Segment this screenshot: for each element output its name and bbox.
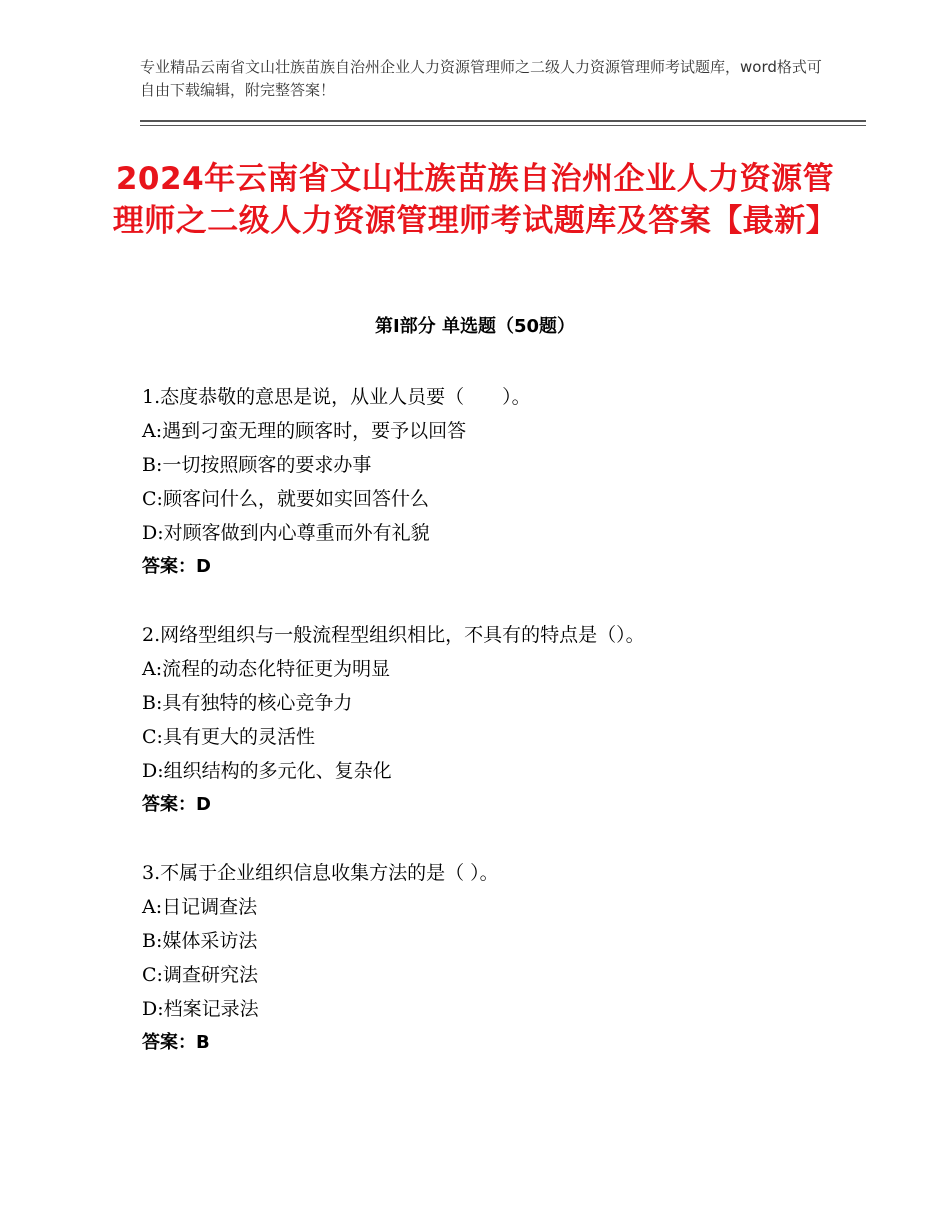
answer-label: 答案：B: [142, 1032, 210, 1053]
question-stem: 1.态度恭敬的意思是说，从业人员要（ ）。: [142, 386, 531, 408]
option-a: A:遇到刁蛮无理的顾客时，要予以回答: [142, 420, 467, 442]
question-stem: 2.网络型组织与一般流程型组织相比，不具有的特点是（）。: [142, 624, 645, 646]
question-1: [142, 380, 862, 584]
option-a: A:流程的动态化特征更为明显: [142, 658, 391, 680]
option-b: B:一切按照顾客的要求办事: [142, 454, 372, 476]
page-header-note: 专业精品云南省文山壮族苗族自治州企业人力资源管理师之二级人力资源管理师考试题库，word格式可自由下载编辑，附完整答案！: [140, 58, 822, 99]
section-title: 第Ⅰ部分 单选题（50题）: [374, 316, 575, 337]
option-b: B:媒体采访法: [142, 930, 258, 952]
answer-label: 答案：D: [142, 556, 211, 577]
option-c: C:调查研究法: [142, 964, 258, 986]
question-2: [142, 618, 862, 822]
document-title: 2024年云南省文山壮族苗族自治州企业人力资源管理师之二级人力资源管理师考试题库及答案【最新】: [112, 161, 838, 239]
question-stem: 3.不属于企业组织信息收集方法的是（ ）。: [142, 862, 499, 884]
header-divider-thin: [140, 125, 866, 126]
option-a: A:日记调查法: [142, 896, 258, 918]
question-list: [142, 380, 862, 1094]
option-c: C:顾客问什么，就要如实回答什么: [142, 488, 429, 510]
option-d: D:档案记录法: [142, 998, 259, 1020]
answer-label: 答案：D: [142, 794, 211, 815]
question-3: [142, 856, 862, 1060]
option-c: C:具有更大的灵活性: [142, 726, 315, 748]
option-d: D:对顾客做到内心尊重而外有礼貌: [142, 522, 430, 544]
option-b: B:具有独特的核心竞争力: [142, 692, 353, 714]
header-divider-thick: [140, 120, 866, 122]
option-d: D:组织结构的多元化、复杂化: [142, 760, 392, 782]
